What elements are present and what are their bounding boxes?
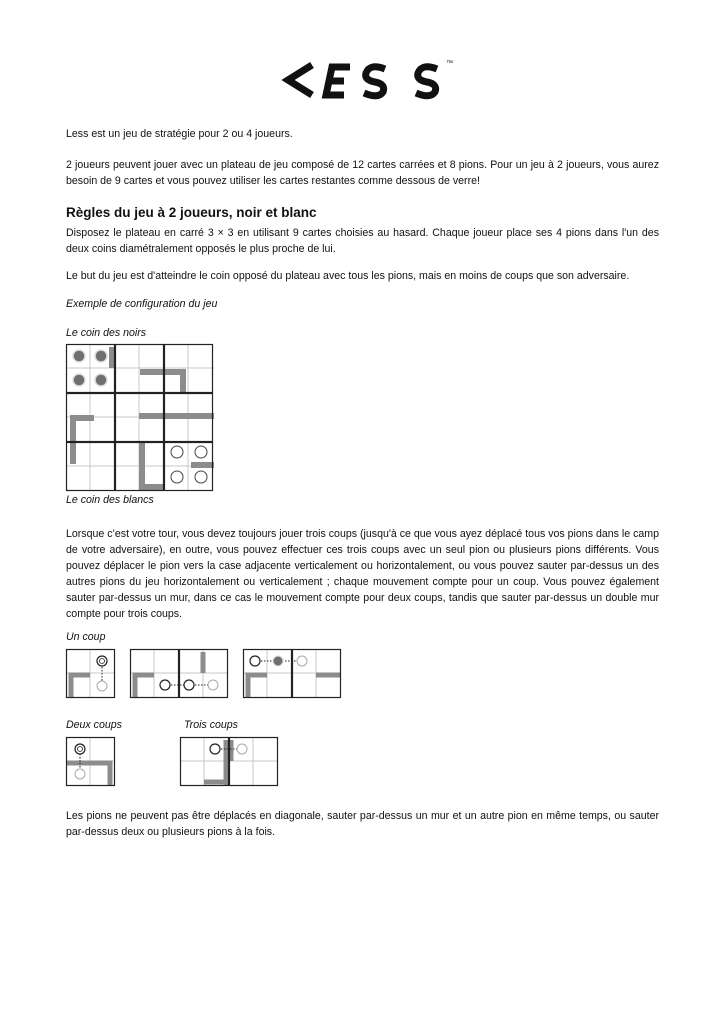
restriction-paragraph: Les pions ne peuvent pas être déplacés en diagonale, sauter par-dessus un mur et un autre pion en même temps, ou sauter par-dessus deux ou plusieurs pions à la fois. — [66, 810, 659, 838]
white-pawn — [171, 471, 183, 483]
intro-paragraph-2: 2 joueurs peuvent jouer avec un plateau de jeu composé de 12 cartes carrées et 8 pions. Pour un jeu à 2 joueurs, vous aurez besoin de 9 cartes et vous pouvez utiliser les cartes restantes comme dessous de verre! — [66, 159, 659, 187]
one-move-diagram-1 — [66, 649, 116, 699]
less-logo — [0, 55, 725, 105]
two-moves-diagram — [66, 737, 116, 787]
black-pawn — [73, 350, 85, 362]
wall — [140, 372, 183, 394]
white-pawn — [195, 471, 207, 483]
example-caption: Exemple de configuration du jeu — [66, 298, 218, 310]
one-move-diagram-3 — [243, 649, 343, 699]
three-moves-diagram — [180, 737, 280, 787]
black-pawn — [73, 374, 85, 386]
one-move-diagram-2 — [130, 649, 230, 699]
white-corner-label: Le coin des blancs — [66, 494, 154, 506]
white-pawn — [195, 446, 207, 458]
black-pawn — [95, 374, 107, 386]
wall — [142, 442, 163, 487]
rules-paragraph: Lorsque c’est votre tour, vous devez toujours jouer trois coups (jusqu'à ce que vous ayez déplacé tous vos pions dans le camp de votre adversaire), en outre, vous pouvez effectuer ces trois coups avec un seul pion ou plusieurs pions différents. Vous pouvez déplacer le pion vers la case adjacente verticalement ou horizontalement, ou vous pouvez sauter par-dessus un des autres pions du jeu horizontalement ou verticalement ; chaque mouvement compte pour un coup. Vous pouvez également sauter par-dessus un mur, dans ce cas le mouvement compte pour deux coups, tandis que sauter par-dessus un double mur compte pour trois coups. — [66, 528, 659, 620]
three-moves-label: Trois coups — [184, 719, 238, 731]
example-board — [66, 344, 216, 492]
logo-letter-s2 — [416, 67, 437, 96]
one-move-label: Un coup — [66, 631, 106, 643]
black-corner-label: Le coin des noirs — [66, 327, 147, 339]
white-pawn — [171, 446, 183, 458]
trademark-symbol: ™ — [446, 60, 453, 67]
section-title: Règles du jeu à 2 joueurs, noir et blanc — [66, 205, 317, 220]
setup-paragraph: Disposez le plateau en carré 3 × 3 en utilisant 9 cartes choisies au hasard. Chaque joueur place ses 4 pions dans l'un des deux coins diamétralement opposés le plus proche de lui. — [66, 227, 659, 255]
logo-letter-l — [288, 65, 312, 95]
black-pawn — [95, 350, 107, 362]
intro-paragraph-1: Less est un jeu de stratégie pour 2 ou 4 joueurs. — [66, 128, 293, 140]
two-moves-label: Deux coups — [66, 719, 122, 731]
logo-letter-s1 — [364, 67, 385, 96]
goal-paragraph: Le but du jeu est d'atteindre le coin opposé du plateau avec tous les pions, mais en moins de coups que son adversaire. — [66, 270, 630, 282]
